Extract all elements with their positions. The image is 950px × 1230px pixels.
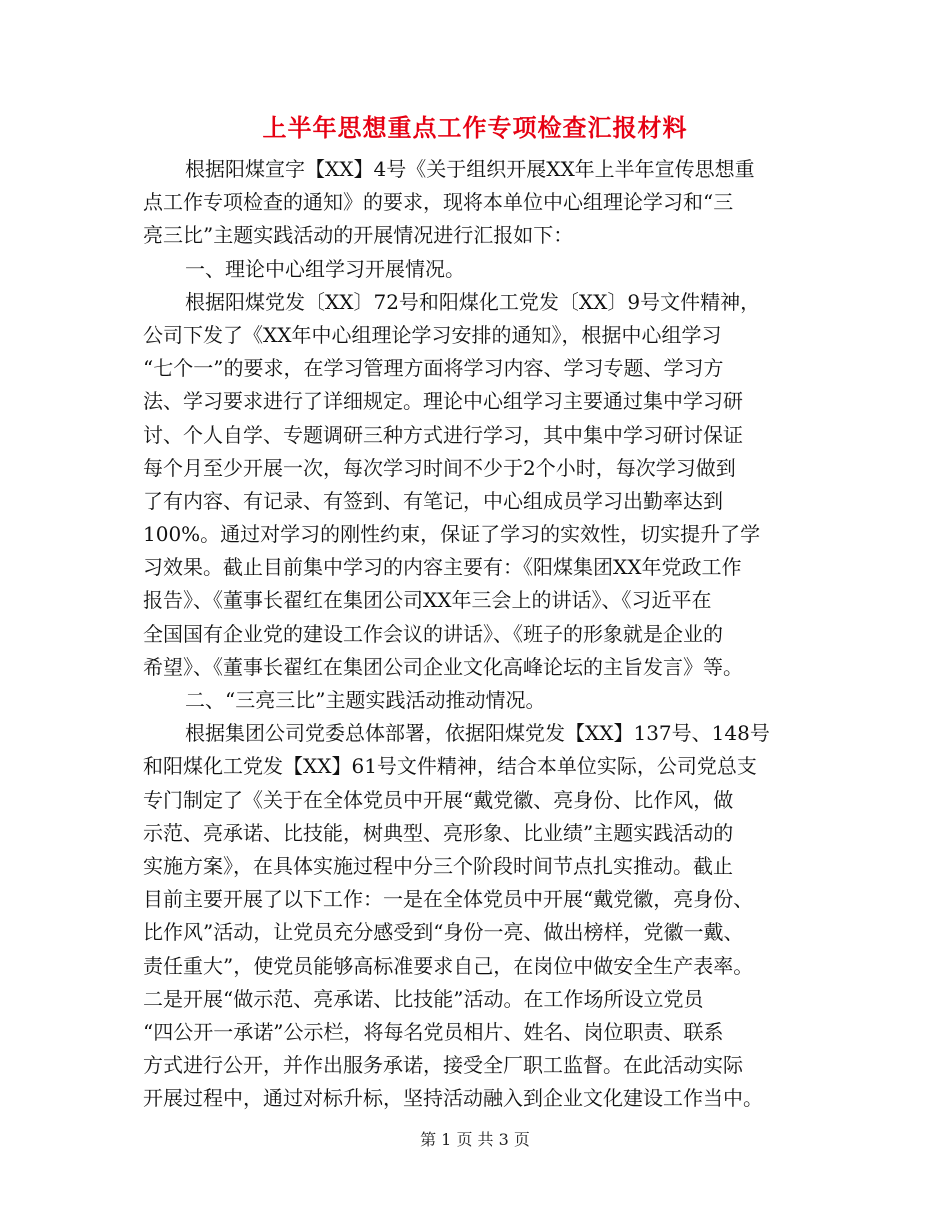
text-line: 根据阳煤宣字【XX】4号《关于组织开展XX年上半年宣传思想重 — [185, 157, 755, 181]
text-line: 公司下发了《XX年中心组理论学习安排的通知》，根据中心组学习 — [143, 322, 722, 347]
text-line: 报告》、《董事长翟红在集团公司XX年三会上的讲话》、《习近平在 — [143, 588, 712, 613]
text-line: 每个月至少开展一次，每次学习时间不少于2个小时，每次学习做到 — [143, 455, 736, 480]
text-line: 讨、个人自学、专题调研三种方式进行学习，其中集中学习研讨保证 — [143, 422, 743, 447]
text-line: 专门制定了《关于在全体党员中开展“戴党徽、亮身份、比作风，做 — [143, 787, 734, 812]
text-line: 二是开展“做示范、亮承诺、比技能”活动。在工作场所设立党员 — [143, 986, 704, 1011]
text-line: 一、理论中心组学习开展情况。 — [185, 256, 465, 281]
text-line: 实施方案》，在具体实施过程中分三个阶段时间节点扎实推动。截止 — [143, 853, 733, 878]
text-line: 目前主要开展了以下工作：一是在全体党员中开展“戴党徽，亮身份、 — [143, 887, 754, 912]
text-line: 和阳煤化工党发【XX】61号文件精神，结合本单位实际，公司党总支 — [143, 754, 757, 779]
text-line: “四公开一承诺”公示栏，将每名党员相片、姓名、岗位职责、联系 — [143, 1019, 724, 1044]
text-line: 希望》、《董事长翟红在集团公司企业文化高峰论坛的主旨发言》等。 — [143, 654, 743, 679]
text-line: 方式进行公开，并作出服务承诺，接受全厂职工监督。在此活动实际 — [143, 1053, 743, 1078]
text-line: 示范、亮承诺、比技能，树典型、亮形象、比业绩”主题实践活动的 — [143, 820, 734, 845]
text-line: 二、“三亮三比”主题实践活动推动情况。 — [185, 688, 546, 712]
text-line: 开展过程中，通过对标升标，坚持活动融入到企业文化建设工作当中。 — [143, 1086, 763, 1111]
text-line: 了有内容、有记录、有签到、有笔记，中心组成员学习出勤率达到 — [143, 488, 723, 513]
document-title: 上半年思想重点工作专项检查汇报材料 — [262, 113, 688, 142]
text-line: 亮三比”主题实践活动的开展情况进行汇报如下： — [143, 223, 574, 248]
text-line: 习效果。截止目前集中学习的内容主要有：《阳煤集团XX年党政工作 — [143, 555, 742, 580]
document-body — [143, 153, 807, 1115]
text-line: 比作风”活动，让党员充分感受到“身份一亮、做出榜样，党徽一戴、 — [143, 920, 744, 945]
text-line: 责任重大”，使党员能够高标准要求自己，在岗位中做安全生产表率。 — [143, 953, 754, 978]
text-line: 法、学习要求进行了详细规定。理论中心组学习主要通过集中学习研 — [143, 389, 743, 414]
text-line: 100%。通过对学习的刚性约束，保证了学习的实效性，切实提升了学 — [143, 522, 761, 547]
text-line: 点工作专项检查的通知》的要求，现将本单位中心组理论学习和“三 — [143, 190, 734, 215]
text-line: 全国国有企业党的建设工作会议的讲话》、《班子的形象就是企业的 — [143, 621, 723, 646]
page-footer: 第 1 页 共 3 页 — [420, 1130, 530, 1149]
text-line: 根据集团公司党委总体部署，依据阳煤党发【XX】137号、148号 — [185, 721, 770, 746]
text-line: 根据阳煤党发〔XX〕72号和阳煤化工党发〔XX〕9号文件精神， — [185, 289, 761, 314]
text-line: “七个一”的要求，在学习管理方面将学习内容、学习专题、学习方 — [143, 356, 724, 381]
